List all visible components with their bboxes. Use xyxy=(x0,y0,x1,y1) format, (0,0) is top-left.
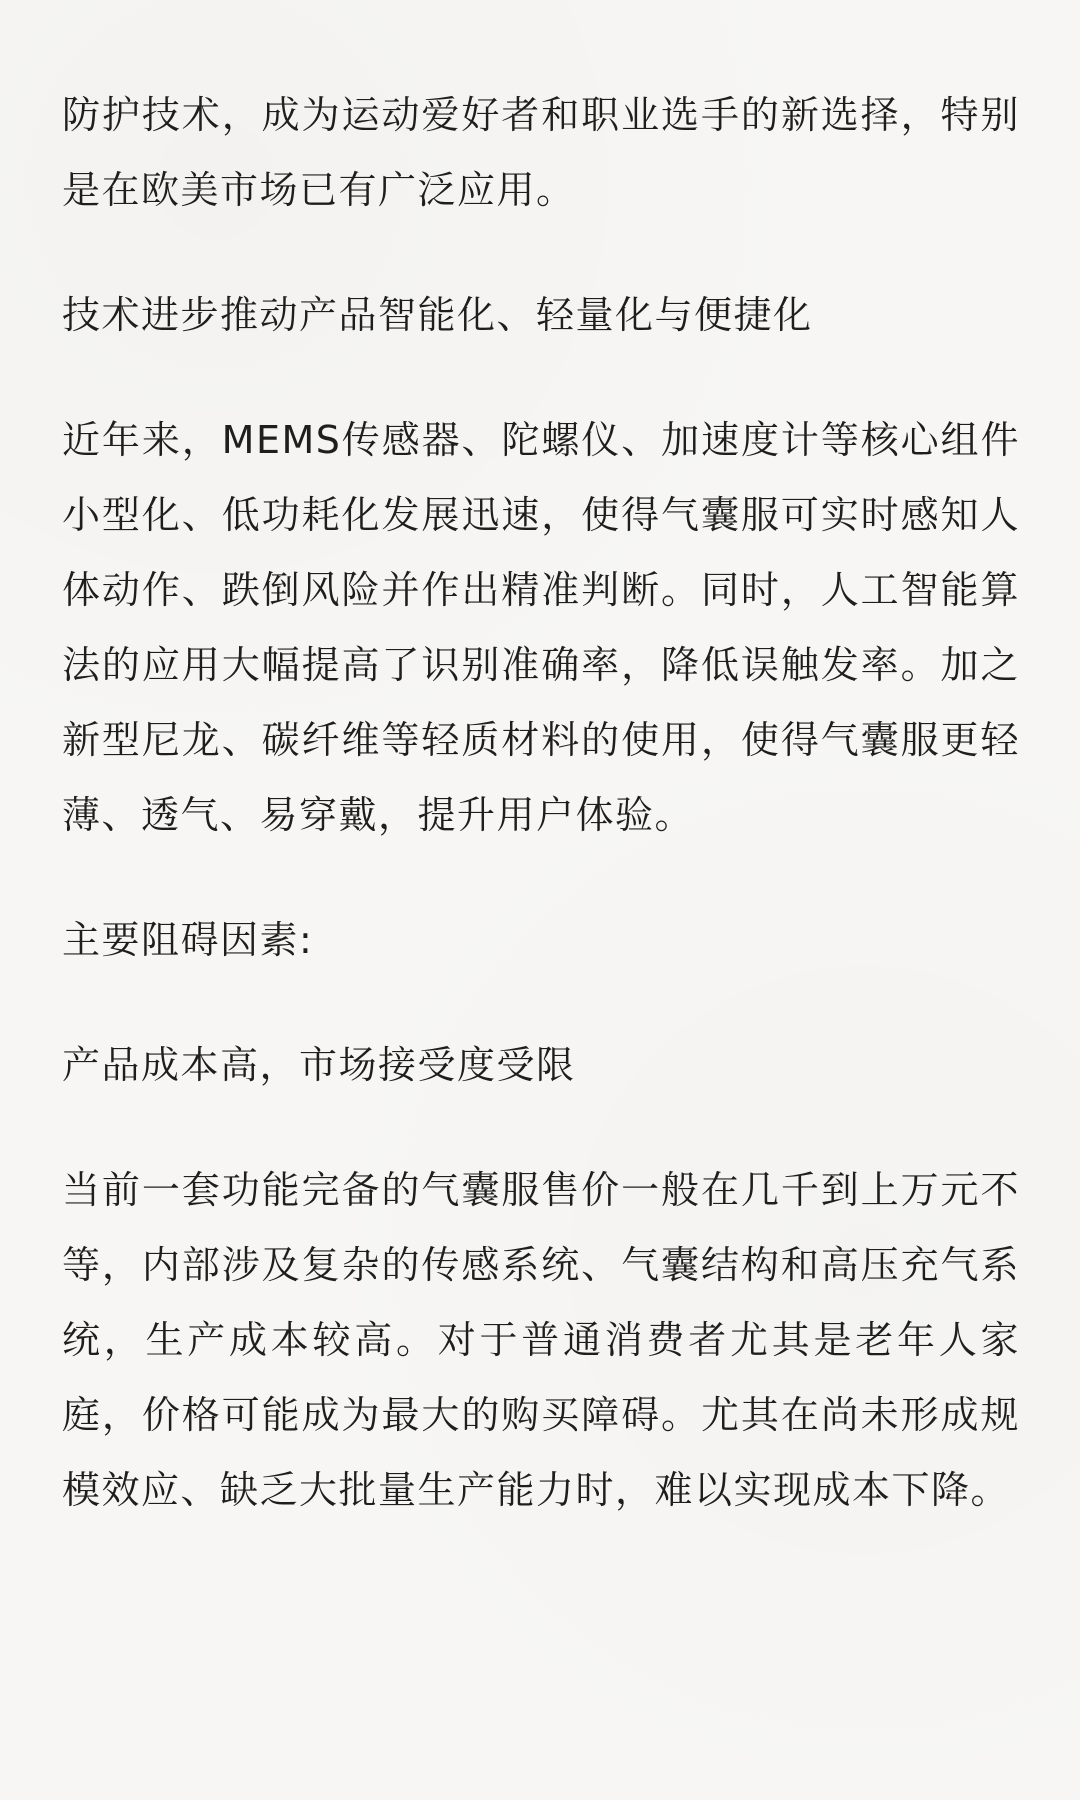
heading-main-obstacles: 主要阻碍因素: xyxy=(62,918,314,962)
paragraph-1: 防护技术，成为运动爱好者和职业选手的新选择，特别是在欧美市场已有广泛应用。 xyxy=(62,93,1020,212)
paragraph-3: 当前一套功能完备的气囊服售价一般在几千到上万元不等，内部涉及复杂的传感系统、气囊结构和高压充气系统，生产成本较高。对于普通消费者尤其是老年人家庭，价格可能成为最大的购买障碍。尤其在尚未形成规模效应、缺乏大批量生产能力时，难以实现成本下降。 xyxy=(62,1168,1020,1512)
heading-cost-acceptance: 产品成本高，市场接受度受限 xyxy=(62,1043,576,1087)
heading-technology-progress: 技术进步推动产品智能化、轻量化与便捷化 xyxy=(62,293,813,337)
paragraph-2: 近年来，MEMS传感器、陀螺仪、加速度计等核心组件小型化、低功耗化发展迅速，使得气囊服可实时感知人体动作、跌倒风险并作出精准判断。同时，人工智能算法的应用大幅提高了识别准确率，降低误触发率。加之新型尼龙、碳纤维等轻质材料的使用，使得气囊服更轻薄、透气、易穿戴，提升用户体验。 xyxy=(62,418,1020,837)
